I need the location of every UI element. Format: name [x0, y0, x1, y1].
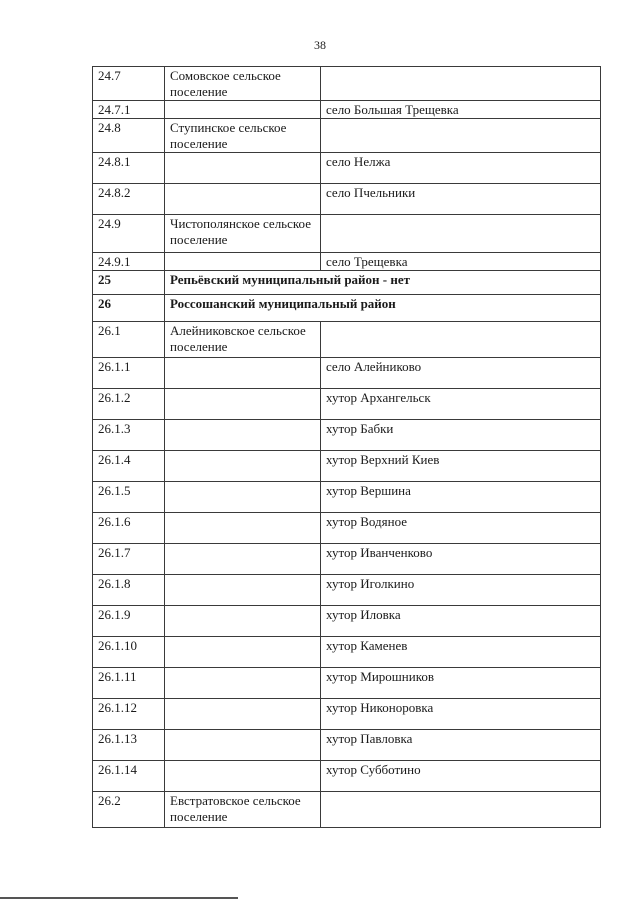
settlement-cell — [165, 637, 321, 668]
row-number-cell: 24.8 — [93, 119, 165, 153]
settlement-cell — [165, 668, 321, 699]
locality-cell: хутор Павловка — [321, 730, 601, 761]
bottom-rule — [0, 897, 238, 899]
locality-cell: хутор Иванченково — [321, 544, 601, 575]
settlement-cell — [165, 358, 321, 389]
settlement-cell — [165, 389, 321, 420]
settlements-table — [92, 66, 601, 828]
locality-cell: хутор Бабки — [321, 420, 601, 451]
settlement-cell — [165, 253, 321, 271]
table-row — [93, 513, 601, 544]
table-row — [93, 575, 601, 606]
settlement-cell — [165, 153, 321, 184]
row-number-cell: 26.1.4 — [93, 451, 165, 482]
row-number-cell: 24.8.1 — [93, 153, 165, 184]
row-number-cell: 26.1.8 — [93, 575, 165, 606]
settlement-cell — [165, 101, 321, 119]
table-row — [93, 358, 601, 389]
table-row — [93, 101, 601, 119]
settlement-cell: Сомовское сельское поселение — [165, 67, 321, 101]
locality-cell: хутор Вершина — [321, 482, 601, 513]
row-number-cell: 26.1.2 — [93, 389, 165, 420]
page-number: 38 — [314, 38, 326, 52]
row-number-cell: 24.9 — [93, 215, 165, 253]
locality-cell — [321, 67, 601, 101]
locality-cell: село Пчельники — [321, 184, 601, 215]
table-body — [93, 67, 601, 828]
locality-cell: село Большая Трещевка — [321, 101, 601, 119]
table-row — [93, 153, 601, 184]
locality-cell: хутор Иголкино — [321, 575, 601, 606]
row-number-cell: 24.9.1 — [93, 253, 165, 271]
row-number-cell: 26.1.13 — [93, 730, 165, 761]
table-row — [93, 295, 601, 322]
table-row — [93, 544, 601, 575]
locality-cell: хутор Иловка — [321, 606, 601, 637]
locality-cell — [321, 215, 601, 253]
locality-cell: село Трещевка — [321, 253, 601, 271]
row-number-cell: 26 — [93, 295, 165, 322]
row-number-cell: 24.8.2 — [93, 184, 165, 215]
locality-cell: хутор Никоноровка — [321, 699, 601, 730]
locality-cell: село Алейниково — [321, 358, 601, 389]
table-row — [93, 451, 601, 482]
settlement-cell — [165, 544, 321, 575]
locality-cell: хутор Мирошников — [321, 668, 601, 699]
settlement-cell: Евстратовское сельское поселение — [165, 792, 321, 828]
settlement-cell: Ступинское сельское поселение — [165, 119, 321, 153]
settlement-cell — [165, 482, 321, 513]
row-number-cell: 26.1.7 — [93, 544, 165, 575]
section-title-cell: Россошанский муниципальный район — [165, 295, 601, 322]
table-row — [93, 792, 601, 828]
locality-cell — [321, 322, 601, 358]
table-row — [93, 271, 601, 295]
settlement-cell: Алейниковское сельское поселение — [165, 322, 321, 358]
row-number-cell: 26.1.1 — [93, 358, 165, 389]
table-row — [93, 730, 601, 761]
row-number-cell: 26.1.9 — [93, 606, 165, 637]
table-row — [93, 761, 601, 792]
locality-cell: хутор Каменев — [321, 637, 601, 668]
settlement-cell — [165, 451, 321, 482]
section-title-cell: Репьёвский муниципальный район - нет — [165, 271, 601, 295]
table-row — [93, 119, 601, 153]
locality-cell: хутор Водяное — [321, 513, 601, 544]
table-row — [93, 389, 601, 420]
row-number-cell: 26.1.3 — [93, 420, 165, 451]
settlement-cell — [165, 699, 321, 730]
settlement-cell — [165, 513, 321, 544]
row-number-cell: 26.1.5 — [93, 482, 165, 513]
settlement-cell — [165, 730, 321, 761]
table-row — [93, 606, 601, 637]
table-row — [93, 184, 601, 215]
locality-cell: хутор Верхний Киев — [321, 451, 601, 482]
locality-cell — [321, 792, 601, 828]
row-number-cell: 26.1.14 — [93, 761, 165, 792]
table-row — [93, 322, 601, 358]
table-row — [93, 482, 601, 513]
settlement-cell — [165, 761, 321, 792]
settlement-cell — [165, 184, 321, 215]
row-number-cell: 26.1.6 — [93, 513, 165, 544]
row-number-cell: 26.1.12 — [93, 699, 165, 730]
table-row — [93, 67, 601, 101]
row-number-cell: 24.7.1 — [93, 101, 165, 119]
row-number-cell: 24.7 — [93, 67, 165, 101]
locality-cell: хутор Архангельск — [321, 389, 601, 420]
table-row — [93, 699, 601, 730]
row-number-cell: 26.1 — [93, 322, 165, 358]
table-row — [93, 420, 601, 451]
row-number-cell: 26.1.10 — [93, 637, 165, 668]
locality-cell: село Нелжа — [321, 153, 601, 184]
settlement-cell — [165, 575, 321, 606]
settlement-cell — [165, 606, 321, 637]
locality-cell — [321, 119, 601, 153]
settlement-cell — [165, 420, 321, 451]
table-row — [93, 215, 601, 253]
locality-cell: хутор Субботино — [321, 761, 601, 792]
table-row — [93, 668, 601, 699]
table-row — [93, 253, 601, 271]
row-number-cell: 25 — [93, 271, 165, 295]
table-row — [93, 637, 601, 668]
settlement-cell: Чистополянское сельское поселение — [165, 215, 321, 253]
row-number-cell: 26.1.11 — [93, 668, 165, 699]
row-number-cell: 26.2 — [93, 792, 165, 828]
